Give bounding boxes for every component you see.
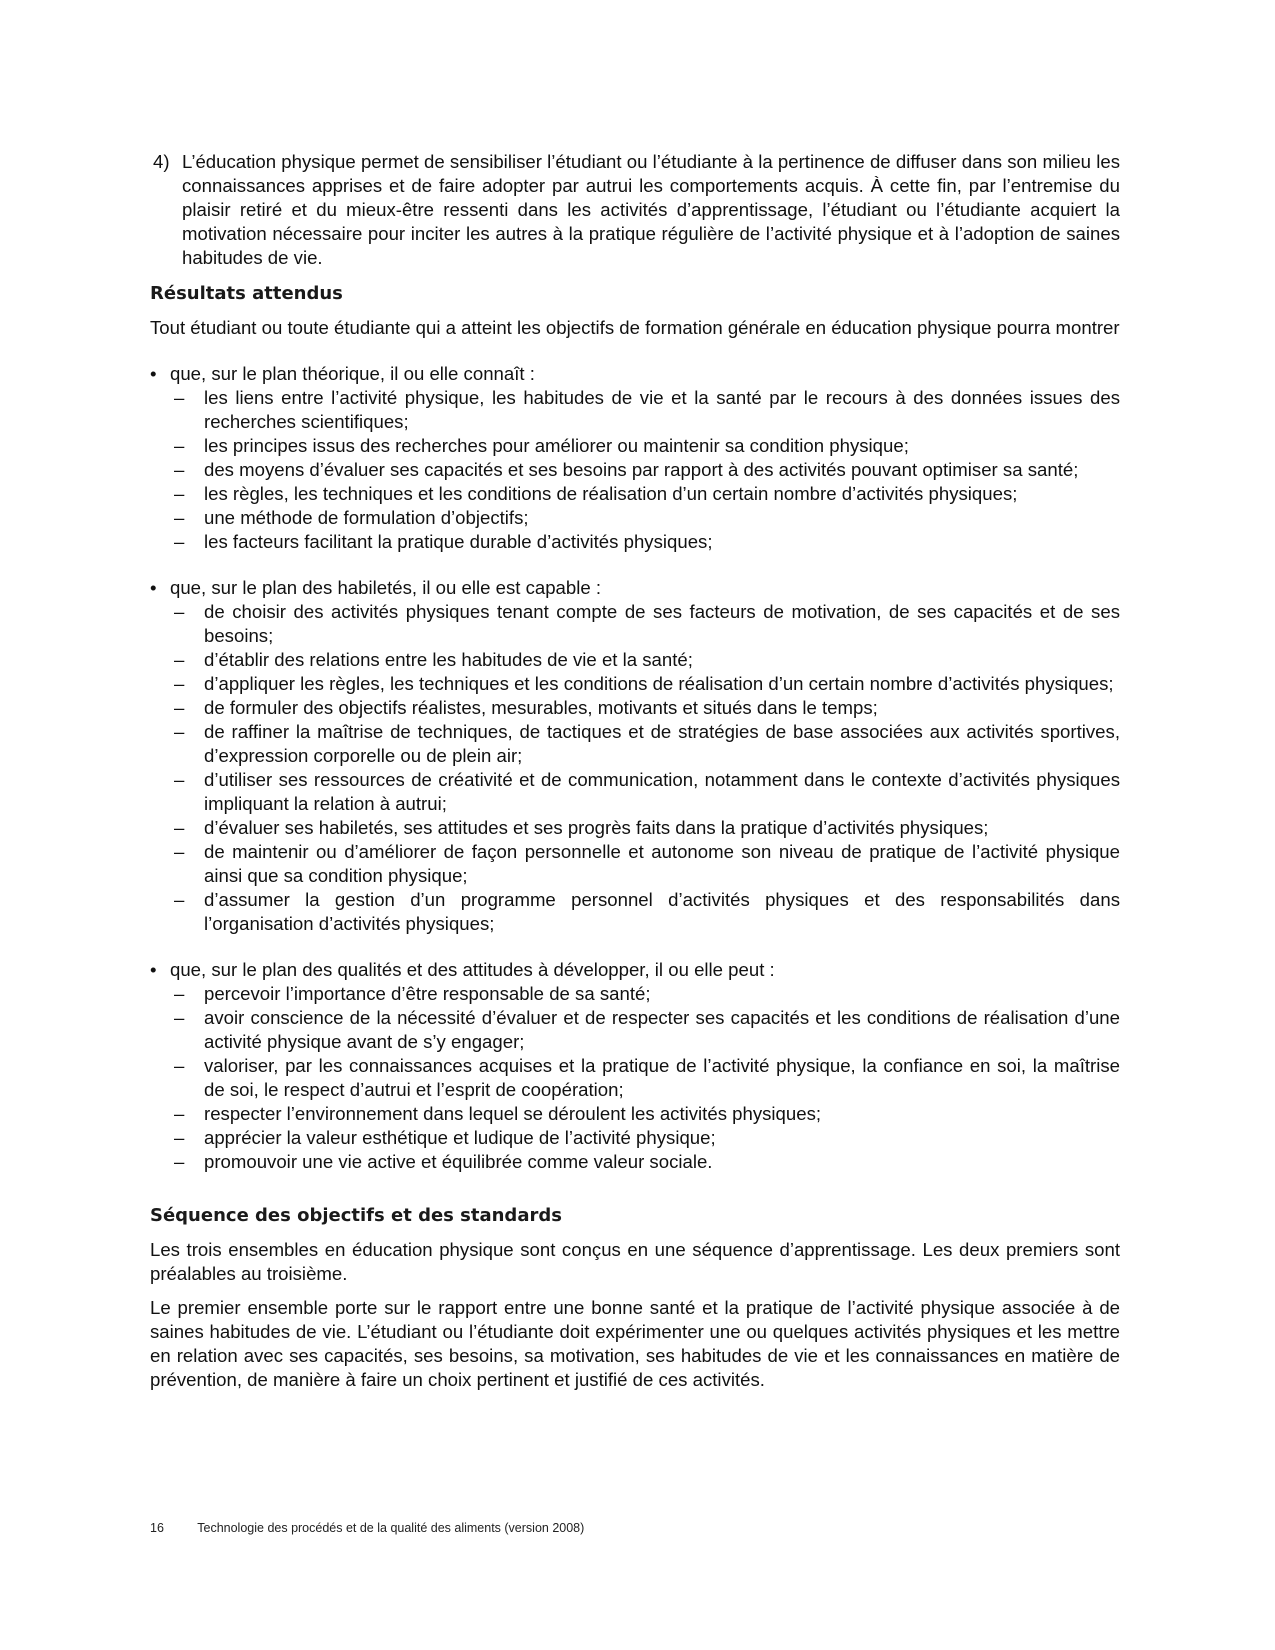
document-page <box>150 150 1120 1402</box>
item-number: 4) <box>153 151 170 172</box>
bullet-group-head <box>150 576 1120 600</box>
dash-icon: – <box>174 769 185 790</box>
section-heading-sequence: Séquence des objectifs et des standards <box>150 1205 562 1226</box>
list-item-text: valoriser, par les connaissances acquises et la pratique de l’activité physique, la confiance en soi, la maîtrise de soi, le respect d’autrui et l’esprit de coopération; <box>204 1055 1120 1100</box>
list-item-text: une méthode de formulation d’objectifs; <box>204 507 529 528</box>
dash-icon: – <box>174 507 185 528</box>
dash-icon: – <box>174 387 185 408</box>
dash-icon: – <box>174 1103 185 1124</box>
list-item <box>150 720 1120 768</box>
bullet-group <box>150 958 1120 1174</box>
dash-icon: – <box>174 1151 185 1172</box>
dash-icon: – <box>174 841 185 862</box>
dash-icon: – <box>174 531 185 552</box>
list-item <box>150 672 1120 696</box>
bullet-group <box>150 576 1120 936</box>
list-item <box>150 506 1120 530</box>
dash-list <box>150 982 1120 1174</box>
dash-icon: – <box>174 1007 185 1028</box>
page-footer <box>150 1520 584 1536</box>
list-item <box>150 482 1120 506</box>
section-heading-resultats: Résultats attendus <box>150 283 343 304</box>
list-item-text: les principes issus des recherches pour améliorer ou maintenir sa condition physique; <box>204 435 909 456</box>
dash-icon: – <box>174 673 185 694</box>
bullet-group-label: que, sur le plan théorique, il ou elle connaît : <box>170 363 535 384</box>
dash-icon: – <box>174 601 185 622</box>
resultats-groups <box>150 362 1120 1174</box>
list-item-text: d’évaluer ses habiletés, ses attitudes et ses progrès faits dans la pratique d’activités physiques; <box>204 817 989 838</box>
dash-list <box>150 386 1120 554</box>
list-item <box>150 1150 1120 1174</box>
list-item <box>150 648 1120 672</box>
dash-icon: – <box>174 889 185 910</box>
dash-icon: – <box>174 1055 185 1076</box>
dash-icon: – <box>174 983 185 1004</box>
list-item-text: des moyens d’évaluer ses capacités et ses besoins par rapport à des activités pouvant optimiser sa santé; <box>204 459 1079 480</box>
page-number: 16 <box>150 1521 164 1535</box>
list-item-text: d’assumer la gestion d’un programme personnel d’activités physiques et des responsabilités dans l’organisation d’activités physiques; <box>204 889 1120 934</box>
list-item-text: d’établir des relations entre les habitudes de vie et la santé; <box>204 649 693 670</box>
list-item-text: avoir conscience de la nécessité d’évaluer et de respecter ses capacités et les conditions de réalisation d’une activité physique avant de s’y engager; <box>204 1007 1120 1052</box>
list-item <box>150 1054 1120 1102</box>
dash-icon: – <box>174 1127 185 1148</box>
list-item <box>150 888 1120 936</box>
bullet-group-head <box>150 362 1120 386</box>
item-text: L’éducation physique permet de sensibiliser l’étudiant ou l’étudiante à la pertinence de diffuser dans son milieu les connaissances apprises et de faire adopter par autrui les comportements acquis. À cette fin, par l’entremise du plaisir retiré et du mieux-être ressenti dans les activités d’apprentissage, l’étudiant ou l’étudiante acquiert la motivation nécessaire pour inciter les autres à la pratique régulière de l’activité physique et à l’adoption de saines habitudes de vie. <box>182 151 1120 268</box>
dash-list <box>150 600 1120 936</box>
footer-title: Technologie des procédés et de la qualité des aliments (version 2008) <box>197 1521 585 1535</box>
dash-icon: – <box>174 435 185 456</box>
list-item-text: apprécier la valeur esthétique et ludique de l’activité physique; <box>204 1127 716 1148</box>
list-item <box>150 1006 1120 1054</box>
dash-icon: – <box>174 697 185 718</box>
bullet-icon: • <box>150 959 157 980</box>
bullet-group-label: que, sur le plan des qualités et des attitudes à développer, il ou elle peut : <box>170 959 775 980</box>
list-item <box>150 696 1120 720</box>
dash-icon: – <box>174 483 185 504</box>
list-item-text: de formuler des objectifs réalistes, mesurables, motivants et situés dans le temps; <box>204 697 878 718</box>
dash-icon: – <box>174 459 185 480</box>
numbered-item-4 <box>150 150 1120 270</box>
bullet-group-head <box>150 958 1120 982</box>
bullet-group <box>150 362 1120 554</box>
list-item <box>150 840 1120 888</box>
list-item-text: respecter l’environnement dans lequel se déroulent les activités physiques; <box>204 1103 822 1124</box>
list-item <box>150 434 1120 458</box>
list-item-text: de raffiner la maîtrise de techniques, de tactiques et de stratégies de base associées aux activités sportives, d’expression corporelle ou de plein air; <box>204 721 1120 766</box>
list-item-text: de maintenir ou d’améliorer de façon personnelle et autonome son niveau de pratique de l’activité physique ainsi que sa condition physique; <box>204 841 1120 886</box>
list-item-text: d’utiliser ses ressources de créativité et de communication, notamment dans le contexte d’activités physiques impliquant la relation à autrui; <box>204 769 1120 814</box>
list-item-text: percevoir l’importance d’être responsable de sa santé; <box>204 983 651 1004</box>
list-item-text: les liens entre l’activité physique, les habitudes de vie et la santé par le recours à des données issues des recherches scientifiques; <box>204 387 1120 432</box>
sequence-paragraph-1: Les trois ensembles en éducation physique sont conçus en une séquence d’apprentissage. Les deux premiers sont préalables au troisième. <box>150 1239 1120 1284</box>
bullet-group-label: que, sur le plan des habiletés, il ou elle est capable : <box>170 577 602 598</box>
list-item <box>150 816 1120 840</box>
list-item <box>150 1102 1120 1126</box>
resultats-intro: Tout étudiant ou toute étudiante qui a atteint les objectifs de formation générale en éducation physique pourra montrer <box>150 317 1120 338</box>
list-item-text: les facteurs facilitant la pratique durable d’activités physiques; <box>204 531 713 552</box>
dash-icon: – <box>174 817 185 838</box>
list-item-text: promouvoir une vie active et équilibrée comme valeur sociale. <box>204 1151 713 1172</box>
list-item-text: les règles, les techniques et les conditions de réalisation d’un certain nombre d’activités physiques; <box>204 483 1018 504</box>
list-item <box>150 600 1120 648</box>
list-item-text: d’appliquer les règles, les techniques et les conditions de réalisation d’un certain nombre d’activités physiques; <box>204 673 1114 694</box>
list-item <box>150 768 1120 816</box>
list-item <box>150 1126 1120 1150</box>
dash-icon: – <box>174 649 185 670</box>
sequence-paragraph-2: Le premier ensemble porte sur le rapport entre une bonne santé et la pratique de l’activité physique associée à de saines habitudes de vie. L’étudiant ou l’étudiante doit expérimenter une ou quelques activités physiques et les mettre en relation avec ses capacités, ses besoins, sa motivation, ses habitudes de vie et les connaissances en matière de prévention, de manière à faire un choix pertinent et justifié de ces activités. <box>150 1297 1120 1390</box>
dash-icon: – <box>174 721 185 742</box>
list-item <box>150 386 1120 434</box>
list-item <box>150 982 1120 1006</box>
list-item <box>150 530 1120 554</box>
bullet-icon: • <box>150 363 157 384</box>
list-item <box>150 458 1120 482</box>
list-item-text: de choisir des activités physiques tenant compte de ses facteurs de motivation, de ses capacités et de ses besoins; <box>204 601 1120 646</box>
bullet-icon: • <box>150 577 157 598</box>
